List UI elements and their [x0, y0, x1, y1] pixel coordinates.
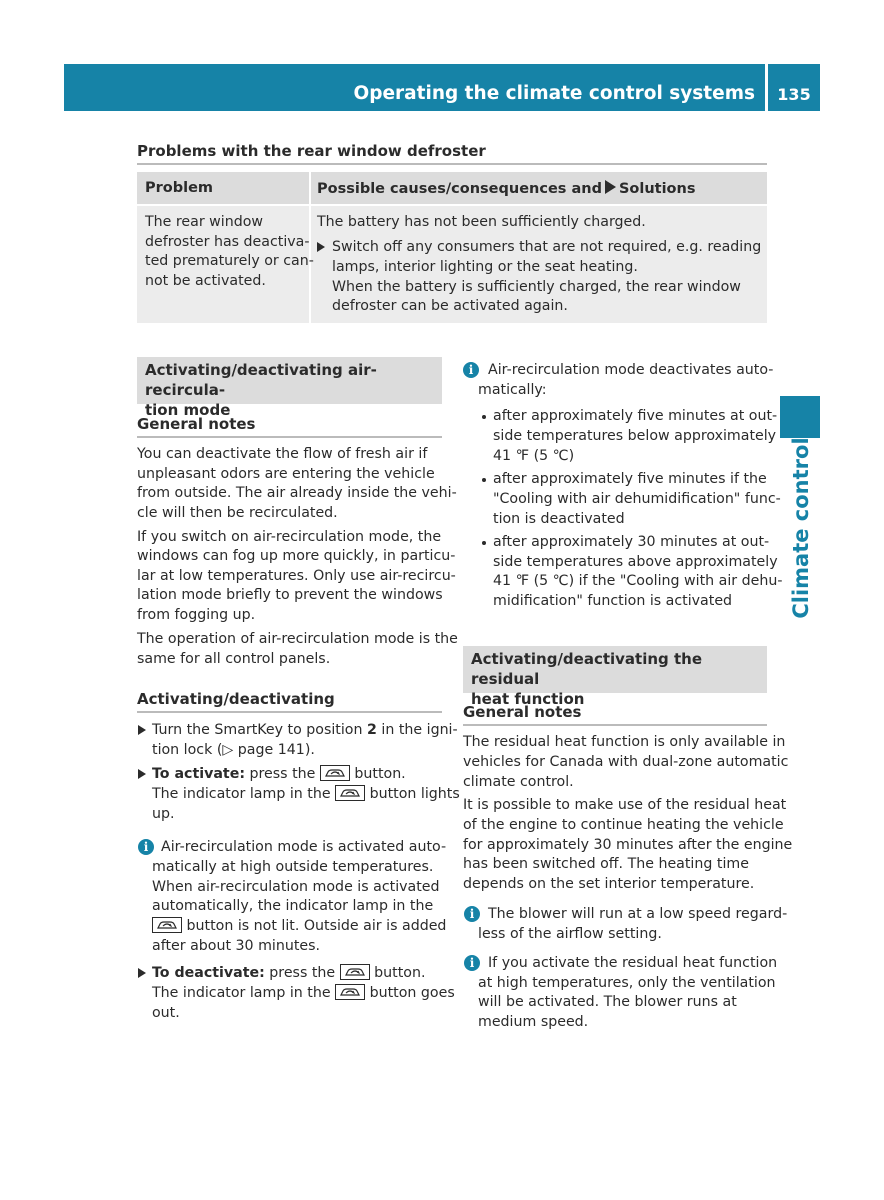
info-line: matically:: [478, 382, 547, 398]
bullet-dot: [482, 415, 486, 419]
recirculation-button-icon: [335, 785, 365, 801]
step-line: out.: [152, 1005, 180, 1021]
section-divider: [137, 711, 442, 713]
info-line: Air-recirculation mode is activated auto-: [161, 839, 447, 855]
section-divider: [137, 163, 767, 165]
bullet-dot: [482, 541, 486, 545]
step-line: The indicator lamp in the button lights: [152, 786, 460, 802]
info-line: after about 30 minutes.: [152, 938, 321, 954]
activating-title: Activating/deactivating: [137, 690, 335, 708]
paragraph-line: for approximately 30 minutes after the engine: [463, 837, 793, 853]
solution-line: lamps, interior lighting or the seat heating.: [332, 259, 638, 275]
info-line: less of the airflow setting.: [478, 926, 662, 942]
chapter-tab-label: Climate control: [789, 437, 813, 619]
step-line: To activate: press the button.: [152, 766, 406, 782]
defroster-table: [137, 172, 767, 323]
general-notes-title: General notes: [137, 415, 256, 433]
step-line: up.: [152, 806, 175, 822]
cause-text: The battery has not been sufficiently charged.: [317, 214, 646, 230]
chapter-tab-marker: [780, 396, 820, 438]
list-item-line: after approximately five minutes if the: [493, 471, 767, 487]
step-line: Turn the SmartKey to position 2 in the igni-: [152, 722, 458, 738]
info-icon: i: [463, 362, 479, 378]
paragraph-line: The operation of air-recirculation mode is the: [137, 631, 458, 647]
recirculation-heading: Activating/deactivating air-recircula- tion mode: [137, 357, 442, 404]
bullet-dot: [482, 478, 486, 482]
problem-line: ted prematurely or can-: [145, 253, 314, 269]
recirculation-button-icon: [320, 765, 350, 781]
paragraph-line: from fogging up.: [137, 607, 256, 623]
info-line: at high temperatures, only the ventilation: [478, 975, 776, 991]
info-line: Air-recirculation mode deactivates auto-: [488, 362, 774, 378]
general-notes-title: General notes: [463, 703, 582, 721]
info-line: button is not lit. Outside air is added: [152, 916, 446, 936]
info-line: If you activate the residual heat function: [488, 955, 778, 971]
action-arrow-icon: [138, 725, 146, 735]
step-line: To deactivate: press the button.: [152, 965, 426, 981]
paragraph-line: has been switched off. The heating time: [463, 856, 749, 872]
paragraph-line: lar at low temperatures. Only use air-recircu-: [137, 568, 456, 584]
action-arrow-icon: [317, 242, 325, 252]
list-item-line: side temperatures below approximately: [493, 428, 777, 444]
info-line: When air-recirculation mode is activated: [152, 879, 440, 895]
paragraph-line: of the engine to continue heating the vehicle: [463, 817, 784, 833]
column-header-problem: Problem: [145, 180, 214, 196]
column-header-causes: Possible causes/consequences and Solutions: [317, 181, 696, 197]
paragraph-line: It is possible to make use of the residual heat: [463, 797, 787, 813]
solution-line: When the battery is sufficiently charged, the rear window: [332, 279, 741, 295]
paragraph-line: depends on the set interior temperature.: [463, 876, 755, 892]
info-line: The blower will run at a low speed regard-: [488, 906, 788, 922]
paragraph-line: The residual heat function is only available in: [463, 734, 786, 750]
info-icon: i: [464, 955, 480, 971]
step-line: tion lock (▷ page 141).: [152, 742, 315, 758]
defroster-section-title: Problems with the rear window defroster: [137, 142, 486, 160]
paragraph-line: lation mode briefly to prevent the windows: [137, 587, 443, 603]
problem-line: defroster has deactiva-: [145, 234, 310, 250]
recirculation-button-icon: [152, 917, 182, 933]
recirculation-button-icon: [335, 984, 365, 1000]
residual-heat-heading: Activating/deactivating the residual heat function: [463, 646, 767, 693]
list-item-line: "Cooling with air dehumidification" func-: [493, 491, 781, 507]
solution-line: Switch off any consumers that are not required, e.g. reading: [332, 239, 762, 255]
paragraph-line: same for all control panels.: [137, 651, 331, 667]
arrow-right-icon: [605, 180, 616, 194]
paragraph-line: vehicles for Canada with dual-zone automatic: [463, 754, 789, 770]
recirculation-button-icon: [340, 964, 370, 980]
list-item-line: 41 ℉ (5 ℃) if the "Cooling with air dehu-: [493, 573, 783, 589]
action-arrow-icon: [138, 968, 146, 978]
paragraph-line: If you switch on air-recirculation mode, the: [137, 529, 442, 545]
list-item-line: 41 ℉ (5 ℃): [493, 448, 575, 464]
page-title: Operating the climate control systems: [353, 83, 755, 104]
page-number: 135: [777, 85, 811, 104]
info-line: will be activated. The blower runs at: [478, 994, 737, 1010]
paragraph-line: climate control.: [463, 774, 574, 790]
section-divider: [137, 436, 442, 438]
info-icon: i: [138, 839, 154, 855]
paragraph-line: unpleasant odors are entering the vehicle: [137, 466, 435, 482]
info-line: medium speed.: [478, 1014, 589, 1030]
list-item-line: after approximately five minutes at out-: [493, 408, 778, 424]
paragraph-line: cle will then be recirculated.: [137, 505, 338, 521]
info-line: automatically, the indicator lamp in the: [152, 898, 434, 914]
list-item-line: tion is deactivated: [493, 511, 625, 527]
problem-line: The rear window: [145, 214, 264, 230]
list-item-line: side temperatures above approximately: [493, 554, 778, 570]
action-arrow-icon: [138, 769, 146, 779]
info-icon: i: [464, 906, 480, 922]
step-line: The indicator lamp in the button goes: [152, 985, 455, 1001]
problem-line: not be activated.: [145, 273, 266, 289]
section-divider: [463, 724, 767, 726]
list-item-line: after approximately 30 minutes at out-: [493, 534, 770, 550]
list-item-line: midification" function is activated: [493, 593, 733, 609]
paragraph-line: You can deactivate the flow of fresh air if: [137, 446, 428, 462]
info-line: matically at high outside temperatures.: [152, 859, 434, 875]
paragraph-line: windows can fog up more quickly, in particu-: [137, 548, 456, 564]
solution-line: defroster can be activated again.: [332, 298, 568, 314]
paragraph-line: from outside. The air already inside the vehi-: [137, 485, 457, 501]
